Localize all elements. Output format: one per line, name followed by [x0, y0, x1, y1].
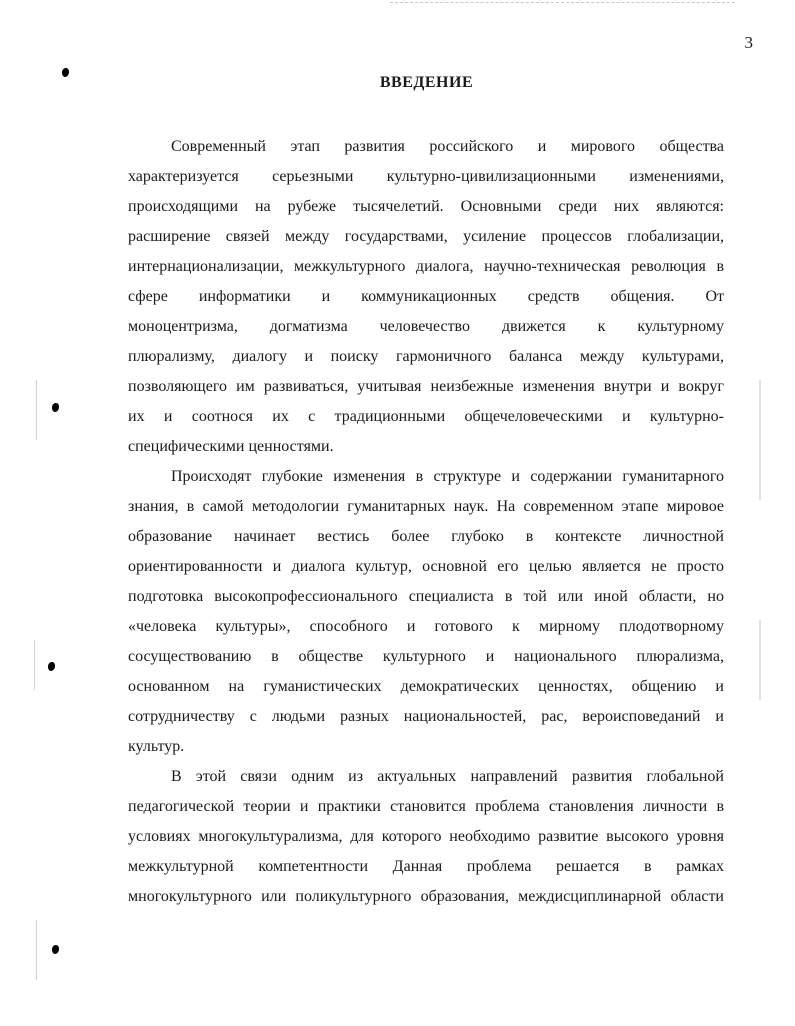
text-line: сотрудничеству с людьми разных национальностей, рас, вероисповеданий и	[128, 708, 724, 725]
paragraph	[128, 132, 724, 462]
text-line: сосуществованию в обществе культурного и национального плюрализма,	[128, 648, 724, 665]
right-edge-scan-mark	[759, 620, 761, 700]
text-line: происходящими на рубеже тысячелетий. Основными среди них являются:	[128, 198, 724, 215]
paragraph	[128, 762, 724, 912]
text-line: подготовка высокопрофессионального специалиста в той или иной области, но	[128, 588, 724, 605]
binder-hole-mark	[52, 403, 59, 412]
text-line: позволяющего им развиваться, учитывая неизбежные изменения внутри и вокруг	[128, 378, 724, 395]
paragraph	[128, 462, 724, 762]
text-line: знания, в самой методологии гуманитарных наук. На современном этапе мировое	[128, 498, 724, 515]
text-line: межкультурной компетентности Данная проблема решается в рамках	[128, 858, 724, 875]
margin-scan-mark	[36, 920, 37, 980]
text-line: сфере информатики и коммуникационных средств общения. От	[128, 288, 724, 305]
text-line: условиях многокультурализма, для которого необходимо развитие высокого уровня	[128, 828, 724, 845]
document-body	[128, 132, 724, 912]
text-line: педагогической теории и практики становится проблема становления личности в	[128, 798, 724, 815]
text-line: плюрализму, диалогу и поиску гармоничного баланса между культурами,	[128, 348, 724, 365]
text-line: основанном на гуманистических демократических ценностях, общению и	[128, 678, 724, 695]
page-title: ВВЕДЕНИЕ	[379, 74, 474, 91]
margin-scan-mark	[34, 640, 35, 690]
text-line: «человека культуры», способного и готового к мирному плодотворному	[128, 618, 724, 635]
right-edge-scan-mark	[759, 380, 761, 500]
page-number: 3	[744, 33, 753, 52]
binder-hole-mark	[52, 945, 59, 954]
scan-artifact-top	[390, 2, 735, 4]
text-line: культур.	[128, 738, 185, 755]
text-line: ориентированности и диалога культур, основной его целью является не просто	[128, 558, 724, 575]
text-line: моноцентризма, догматизма человечество движется к культурному	[128, 318, 724, 335]
text-line: образование начинает вестись более глубоко в контексте личностной	[128, 528, 724, 545]
text-line: многокультурного или поликультурного образования, междисциплинарной области	[128, 888, 724, 905]
text-line: характеризуется серьезными культурно-цивилизационными изменениями,	[128, 168, 724, 185]
text-line: специфическими ценностями.	[128, 438, 334, 455]
text-line: их и соотнося их с традиционными общечеловеческими и культурно-	[128, 408, 724, 425]
text-line: В этой связи одним из актуальных направлений развития глобальной	[171, 768, 724, 785]
binder-hole-mark	[48, 662, 55, 671]
margin-scan-mark	[36, 380, 37, 440]
text-line: Происходят глубокие изменения в структуре и содержании гуманитарного	[171, 468, 724, 485]
text-line: расширение связей между государствами, усиление процессов глобализации,	[128, 228, 724, 245]
text-line: интернационализации, межкультурного диалога, научно-техническая революция в	[128, 258, 724, 275]
text-line: Современный этап развития российского и мирового общества	[171, 138, 724, 155]
